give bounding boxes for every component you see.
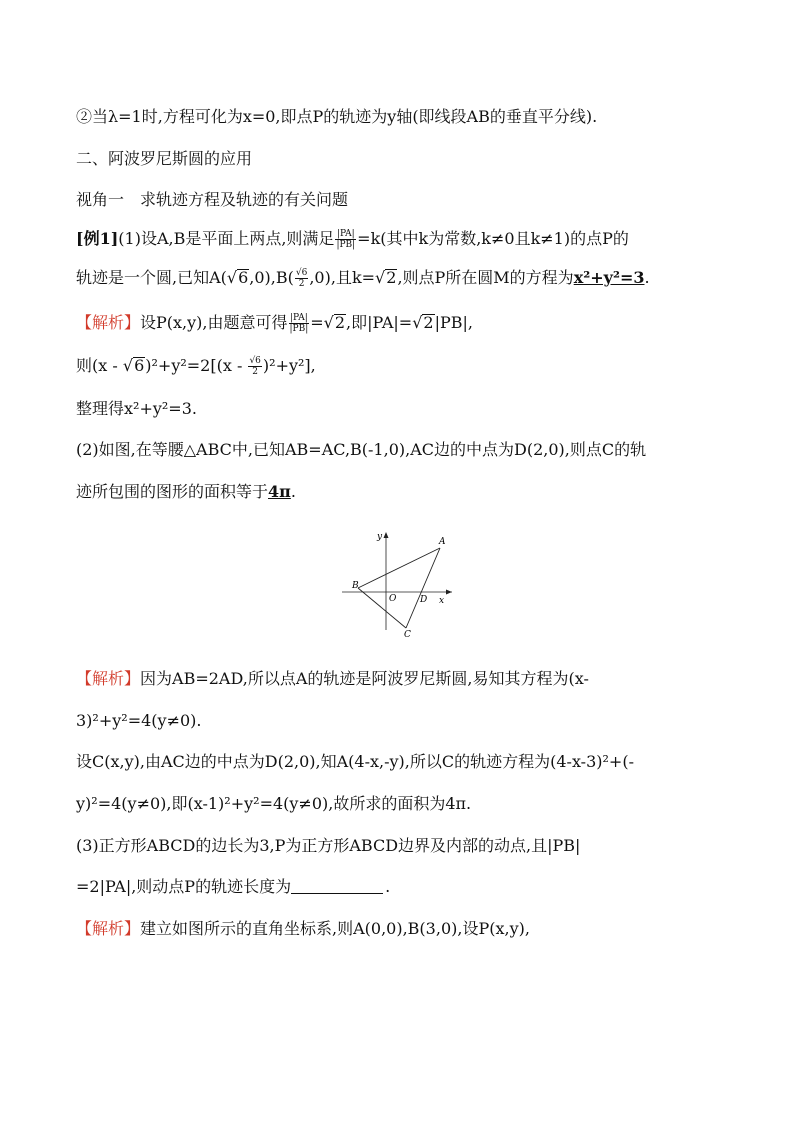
text: . (644, 268, 650, 287)
label-b: B (352, 581, 359, 591)
solution2-line4 (76, 794, 471, 814)
fraction-pa-pb (335, 229, 356, 250)
text: 因为AB=2AD,所以点A的轨迹是阿波罗尼斯圆,易知其方程为(x- (140, 669, 589, 688)
text: = (310, 313, 324, 332)
fraction-denominator: |PB| (289, 324, 309, 334)
solution1-line2 (76, 356, 316, 377)
text: (1)设A,B是平面上两点,则满足 (118, 229, 335, 248)
sqrt-radicand: 2 (386, 268, 397, 287)
text: =k(其中k为常数,k≠0且k≠1)的点P的 (357, 229, 629, 248)
fraction-denominator: |PB| (336, 240, 356, 250)
segment-ab (358, 548, 440, 588)
text: ,即|PA|= (346, 313, 413, 332)
sqrt-sign: √ (323, 313, 334, 332)
text: 设P(x,y),由题意可得 (140, 313, 288, 332)
answer-underlined: x²+y²=3 (573, 268, 645, 287)
y-axis-arrow-icon (384, 532, 389, 538)
segment-bc (358, 588, 406, 628)
example2-line1 (76, 440, 646, 460)
example-tag: [例1] (76, 229, 119, 248)
example3-line1 (76, 836, 580, 856)
text: ②当λ=1时,方程可化为x=0,即点P的轨迹为y轴(即线段AB的垂直平分线). (76, 107, 598, 126)
sqrt-sign: √ (226, 268, 238, 287)
fraction-denominator: 2 (298, 279, 305, 289)
text: (2)如图,在等腰△ABC中,已知AB=AC,B(-1,0),AC边的中点为D(2,0),则点C的轨 (76, 440, 647, 459)
figure-svg (340, 526, 460, 642)
fraction-numerator: √6 (295, 268, 308, 278)
text: )²+y²], (262, 356, 316, 375)
solution1-line3 (76, 399, 197, 419)
text: |PB|, (434, 313, 473, 332)
text: 设C(x,y),由AC边的中点为D(2,0),知A(4-x,-y),所以C的轨迹方程为(4-x-3)²+(- (76, 752, 634, 771)
label-a: A (439, 537, 446, 547)
solution2-line1 (76, 669, 589, 689)
sqrt-radicand: 6 (238, 268, 249, 287)
fraction-denominator: 2 (252, 367, 259, 377)
sqrt-sign: √ (375, 268, 386, 287)
segment-ac (406, 548, 440, 628)
text: 轨迹是一个圆,已知A( (76, 268, 227, 287)
example3-line2 (76, 877, 390, 897)
text: (3)正方形ABCD的边长为3,P为正方形ABCD边界及内部的动点,且|PB| (76, 836, 581, 855)
fraction-sqrt6-2 (295, 268, 308, 289)
answer-underlined: 4π (268, 482, 291, 501)
text-line-case-lambda-1 (76, 107, 597, 127)
triangle-figure (340, 526, 460, 642)
text: . (290, 482, 296, 501)
heading-text: 二、阿波罗尼斯圆的应用 (76, 149, 253, 168)
text: )²+y²=2[(x - (145, 356, 248, 375)
fraction-pa-pb (289, 313, 310, 334)
solution-tag: 【解析】 (76, 919, 141, 938)
label-y: y (377, 532, 383, 542)
text: 3)²+y²=4(y≠0). (76, 711, 202, 730)
example2-line2 (76, 482, 296, 502)
text: 则(x - (76, 356, 123, 375)
example1-line2 (76, 268, 650, 289)
sqrt-radicand: 6 (134, 356, 145, 375)
text: y)²=4(y≠0),即(x-1)²+y²=4(y≠0),故所求的面积为4π. (76, 794, 472, 813)
label-c: C (404, 630, 411, 640)
sqrt-radicand: 2 (334, 313, 346, 332)
label-d: D (420, 595, 428, 605)
solution-tag: 【解析】 (76, 313, 141, 332)
text: 迹所包围的图形的面积等于 (76, 482, 269, 501)
text: . (385, 877, 391, 896)
subheading-text: 视角一 求轨迹方程及轨迹的有关问题 (76, 190, 349, 209)
text: 整理得x²+y²=3. (76, 399, 197, 418)
solution2-line2 (76, 711, 201, 731)
fraction-sqrt6-2 (248, 356, 261, 377)
sqrt-radicand: 2 (423, 313, 434, 332)
solution-tag: 【解析】 (76, 669, 141, 688)
label-o: O (389, 594, 397, 604)
solution3-line1 (76, 919, 530, 939)
subsection-heading (76, 190, 348, 210)
solution2-line3 (76, 752, 634, 772)
text: 建立如图所示的直角坐标系,则A(0,0),B(3,0),设P(x,y), (140, 919, 530, 938)
fraction-numerator: |PA| (336, 229, 355, 239)
example1-line1 (76, 229, 629, 250)
answer-blank (291, 879, 383, 894)
label-x: x (439, 596, 445, 606)
fraction-numerator: √6 (249, 356, 261, 366)
text: ,0),且k= (309, 268, 376, 287)
sqrt-sign: √ (122, 356, 134, 375)
text: =2|PA|,则动点P的轨迹长度为 (76, 877, 292, 896)
x-axis-arrow-icon (446, 590, 452, 595)
solution1-line1 (76, 313, 473, 334)
text: ,则点P所在圆M的方程为 (397, 268, 574, 287)
text: ,0),B( (249, 268, 294, 287)
section-heading (76, 149, 252, 169)
fraction-numerator: |PA| (289, 313, 308, 323)
sqrt-sign: √ (412, 313, 423, 332)
